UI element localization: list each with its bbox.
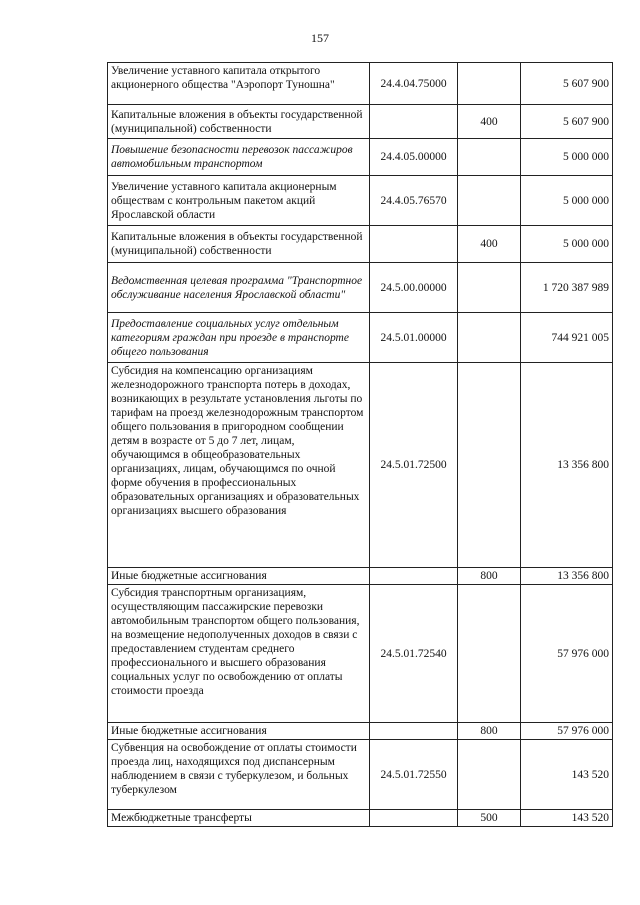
row-name: Ведомственная целевая программа "Транспортное обслуживание населения Ярославской области" (108, 263, 370, 313)
row-type: 800 (458, 723, 521, 740)
row-amount: 13 356 800 (521, 568, 613, 585)
row-type: 400 (458, 226, 521, 263)
table-row (108, 263, 613, 313)
row-name: Капитальные вложения в объекты государственной (муниципальной) собственности (108, 105, 370, 139)
row-name: Повышение безопасности перевозок пассажиров автомобильным транспортом (108, 139, 370, 176)
row-amount: 1 720 387 989 (521, 263, 613, 313)
row-code: 24.4.04.75000 (370, 63, 458, 105)
table-row (108, 226, 613, 263)
row-name: Капитальные вложения в объекты государственной (муниципальной) собственности (108, 226, 370, 263)
row-type: 800 (458, 568, 521, 585)
table-row (108, 105, 613, 139)
row-code (370, 723, 458, 740)
row-amount: 744 921 005 (521, 313, 613, 363)
table-row (108, 568, 613, 585)
row-amount: 5 000 000 (521, 176, 613, 226)
row-code: 24.5.00.00000 (370, 263, 458, 313)
row-code (370, 105, 458, 139)
row-type (458, 263, 521, 313)
row-type (458, 139, 521, 176)
row-code (370, 226, 458, 263)
row-amount: 5 000 000 (521, 226, 613, 263)
row-amount: 5 607 900 (521, 63, 613, 105)
table-row (108, 63, 613, 105)
row-code: 24.5.01.72540 (370, 585, 458, 723)
row-name: Увеличение уставного капитала акционерным обществам с контрольным пакетом акций Ярославской области (108, 176, 370, 226)
page-number: 157 (311, 31, 329, 45)
row-name: Предоставление социальных услуг отдельным категориям граждан при проезде в транспорте общего пользования (108, 313, 370, 363)
row-name: Межбюджетные трансферты (108, 810, 370, 827)
table-row (108, 313, 613, 363)
row-code (370, 810, 458, 827)
row-type: 500 (458, 810, 521, 827)
table-row (108, 740, 613, 810)
table-row (108, 363, 613, 568)
row-name: Иные бюджетные ассигнования (108, 723, 370, 740)
budget-table (107, 62, 613, 827)
row-type (458, 740, 521, 810)
row-amount: 57 976 000 (521, 585, 613, 723)
row-code: 24.4.05.76570 (370, 176, 458, 226)
table-row (108, 723, 613, 740)
table-row (108, 585, 613, 723)
row-type: 400 (458, 105, 521, 139)
row-code: 24.5.01.72500 (370, 363, 458, 568)
row-amount: 143 520 (521, 810, 613, 827)
row-code (370, 568, 458, 585)
row-code: 24.5.01.00000 (370, 313, 458, 363)
row-amount: 57 976 000 (521, 723, 613, 740)
row-type (458, 363, 521, 568)
row-amount: 13 356 800 (521, 363, 613, 568)
row-type (458, 585, 521, 723)
row-code: 24.4.05.00000 (370, 139, 458, 176)
row-type (458, 176, 521, 226)
row-name: Субвенция на освобождение от оплаты стоимости проезда лиц, находящихся под диспансерным наблюдением в связи с туберкулезом, и больных туберкулезом (108, 740, 370, 810)
row-amount: 143 520 (521, 740, 613, 810)
row-name: Увеличение уставного капитала открытого акционерного общества "Аэропорт Туношна" (108, 63, 370, 105)
row-code: 24.5.01.72550 (370, 740, 458, 810)
row-name: Иные бюджетные ассигнования (108, 568, 370, 585)
row-amount: 5 607 900 (521, 105, 613, 139)
row-name: Субсидия на компенсацию организациям железнодорожного транспорта потерь в доходах, возникающих в результате установления льготы по тарифам на проезд железнодорожным транспортом общего пользования в пригородном сообщении детям в возрасте от 5 до 7 лет, лицам, обучающимся в общеобразовательных организациях, лицам, обучающимся по очной форме обучения в профессиональных образовательных организациях и образовательных организациях высшего образования (108, 363, 370, 568)
row-type (458, 63, 521, 105)
table-row (108, 139, 613, 176)
row-type (458, 313, 521, 363)
row-amount: 5 000 000 (521, 139, 613, 176)
table-row (108, 176, 613, 226)
table-row (108, 810, 613, 827)
row-name: Субсидия транспортным организациям, осуществляющим пассажирские перевозки автомобильным транспортом общего пользования, на возмещение недополученных доходов в связи с предоставлением студентам среднего профессионального и высшего образования социальных услуг по освобождению от оплаты стоимости проезда (108, 585, 370, 723)
